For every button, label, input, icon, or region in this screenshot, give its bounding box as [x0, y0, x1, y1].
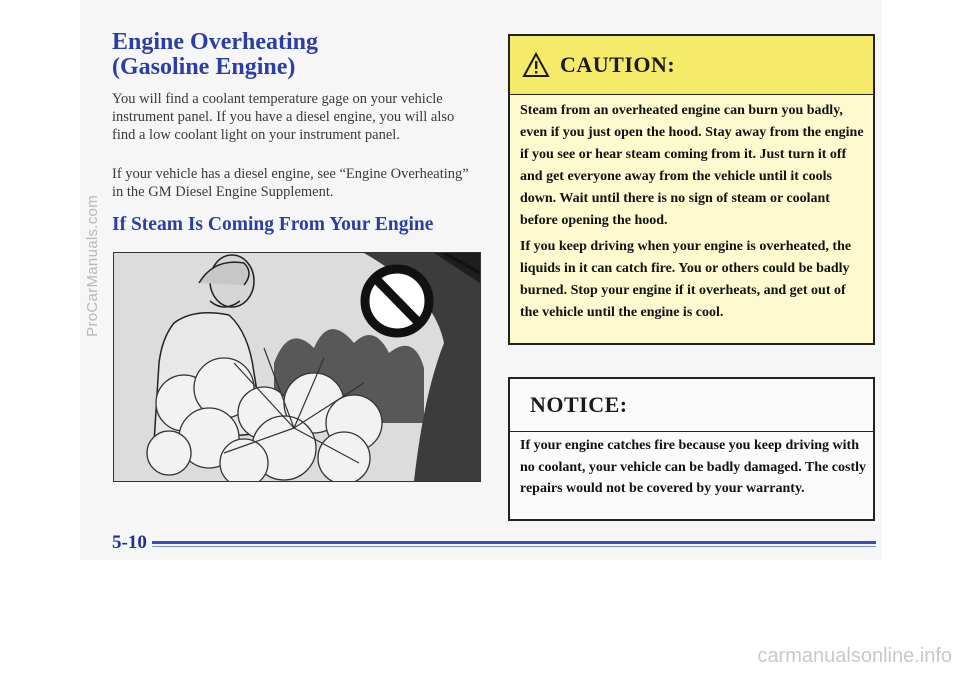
page-number: 5-10: [112, 532, 147, 553]
section-title: [112, 30, 318, 80]
section-title-line1: Engine Overheating: [112, 29, 319, 55]
footer-rule: [152, 541, 876, 544]
intro-paragraph: You will find a coolant temperature gage on your vehicle instrument panel. If you have a diesel engine, you will also find a low coolant light on your instrument panel.: [112, 91, 455, 143]
steam-engine-drawing: [114, 253, 480, 481]
warning-triangle-icon: [522, 52, 550, 78]
notice-box: [508, 377, 875, 521]
steam-subheading: If Steam Is Coming From Your Engine: [112, 214, 434, 235]
caution-paragraph-fire: If you keep driving when your engine is overheated, the liquids in it can catch fire. You or others could be badly burned. Stop your engine if it overheats, and get out of the vehicle until the engine is cool.: [520, 239, 852, 320]
notice-paragraph: If your engine catches fire because you keep driving with no coolant, your vehicle can be badly damaged. The costly repairs would not be covered by your warranty.: [520, 438, 867, 496]
footer-rule-thin: [152, 546, 876, 547]
steam-illustration: [113, 252, 481, 482]
side-watermark: ProCarManuals.com: [84, 195, 101, 337]
caution-paragraph-steam: Steam from an overheated engine can burn you badly, even if you just open the hood. Stay away from the engine if you see or hear steam coming from it. Just turn it off and get everyone away from the vehicle until it cools down. Wait until there is no sign of steam or coolant before opening the hood.: [520, 103, 864, 228]
caution-header: [510, 36, 873, 95]
section-title-line2: (Gasoline Engine): [112, 54, 296, 80]
bottom-watermark: carmanualsonline.info: [757, 645, 952, 667]
notice-title: NOTICE:: [510, 379, 873, 432]
diesel-paragraph: If your vehicle has a diesel engine, see “Engine Overheating” in the GM Diesel Engine Supplement.: [112, 166, 469, 200]
caution-box: [508, 34, 875, 345]
caution-title: CAUTION:: [560, 52, 676, 77]
